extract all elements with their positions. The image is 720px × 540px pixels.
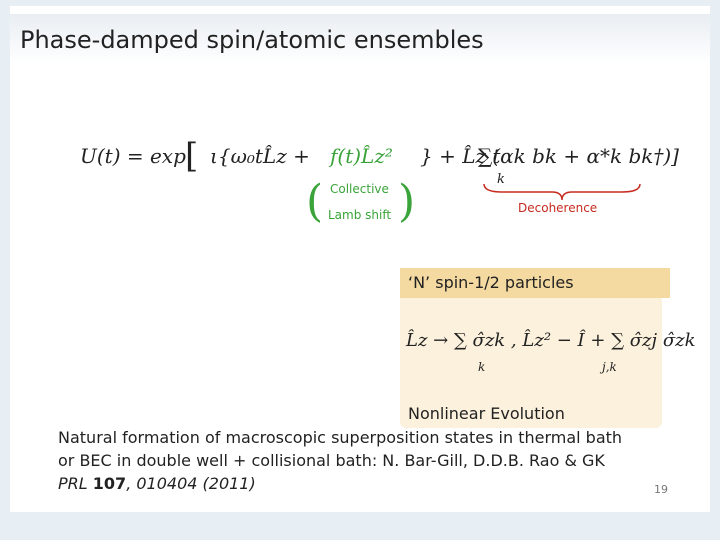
paren-left: ( <box>306 176 324 227</box>
equation-green-term: f(t)L̂z² <box>330 144 393 168</box>
note-line-2: or BEC in double well + collisional bath: N. Bar-Gill, D.D.B. Rao & GK <box>58 451 605 470</box>
block-formula: L̂z → ∑ σ̂zk , L̂z² − Î + ∑ σ̂zj σ̂zk <box>406 330 696 351</box>
block-header: ‘N’ spin-1/2 particles <box>400 268 670 298</box>
equation-close: } + L̂z t <box>420 144 501 168</box>
left-bracket: [ <box>185 136 199 176</box>
slide-title: Phase-damped spin/atomic ensembles <box>20 26 484 54</box>
journal-rest: , 010404 (2011) <box>126 474 256 493</box>
equation-sum: ∑(αk bk + α*k bk†)] <box>478 144 679 168</box>
block-footer: Nonlinear Evolution <box>408 404 565 423</box>
journal-volume: 107 <box>92 474 127 493</box>
collective-label: Collective <box>330 182 389 196</box>
page-number: 19 <box>654 483 668 496</box>
paren-right: ) <box>398 176 416 227</box>
slide <box>10 6 710 512</box>
block-index-k: k <box>478 360 486 374</box>
block-index-jk: j,k <box>602 360 617 374</box>
title-bar <box>10 14 710 64</box>
equation-inner: ι{ω₀tL̂z + <box>210 144 310 168</box>
lamb-shift-label: Lamb shift <box>328 208 392 222</box>
spin-particles-block <box>400 268 696 428</box>
sum-index: k <box>497 172 505 187</box>
reference-note <box>58 426 698 495</box>
decoherence-label: Decoherence <box>518 201 598 215</box>
decoherence-brace <box>482 182 642 202</box>
journal-name: PRL <box>58 474 88 493</box>
equation-lhs: U(t) = exp <box>80 144 186 168</box>
note-line-1: Natural formation of macroscopic superposition states in thermal bath <box>58 428 623 447</box>
note-line-3 <box>58 472 698 495</box>
